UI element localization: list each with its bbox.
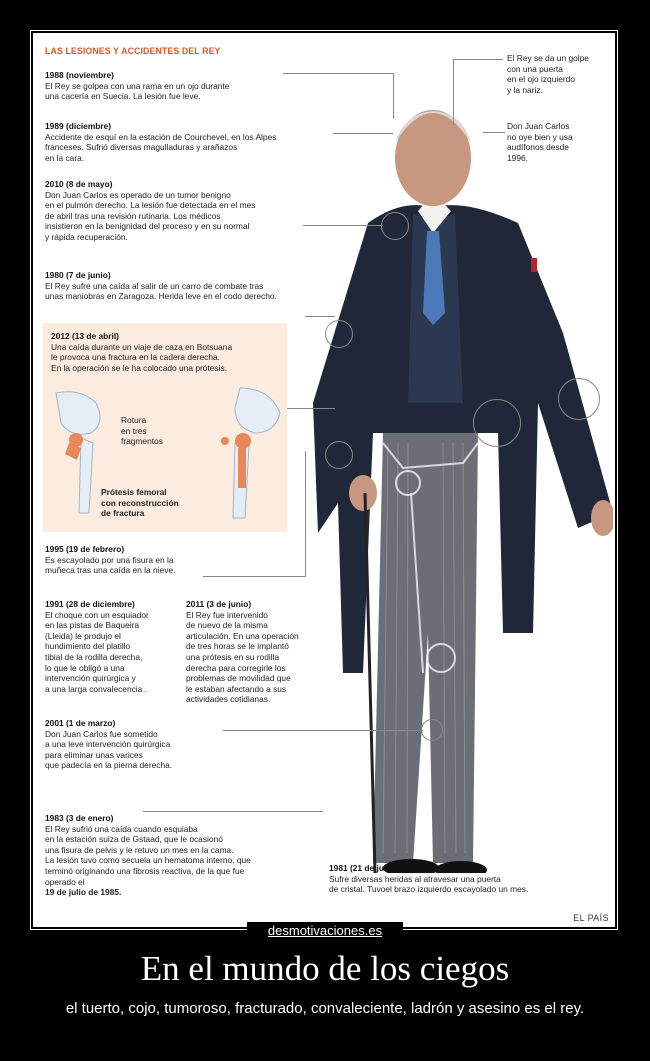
arm-marker — [558, 378, 600, 420]
connector-line — [303, 225, 383, 226]
poster-headline: En el mundo de los ciegos — [140, 949, 510, 988]
connector-line — [393, 73, 394, 119]
connector-line — [223, 730, 423, 731]
poster-subline: el tuerto, cojo, tumoroso, fracturado, convaleciente, ladrón y asesino es el rey. — [65, 1000, 585, 1017]
hip-prosthesis-illustration — [205, 383, 285, 523]
event-1991: 1991 (28 de diciembre) El choque con un esquiador en las pistas de Baqueira (Lleida) le produjo el hundimiento del platillo tibial de la rodilla derecha, lo que le obligó a una intervención quirúrgica y a una larga convalecencia . — [45, 599, 149, 694]
event-2012: 2012 (13 de abril) Una caída durante un viaje de caza en Botsuana le provoca una fractura en la cadera derecha. En la operación se le ha colocado una prótesis. — [51, 331, 233, 373]
watermark-logo[interactable]: desmotivaciones.es — [247, 922, 403, 940]
event-2010: 2010 (8 de mayo) Don Juan Carlos es operado de un tumor benigno en el pulmón derecho. La lesión fue detectada en el mes de abril tras una revisión rutinaria. Los médicos insistieron en la benignidad del proceso y en su normal y rápida recuperación. — [45, 179, 256, 242]
event-1983: 1983 (3 de enero) El Rey sufrió una caída cuando esquiaba en la estación suiza de Gstaad, que le ocasionó una fisura de pelvis y le retuvo un mes en la cama. La lesión tuvo como secuela un hematoma interno, que terminó originando una fibrosis reactiva, de la que fue operado el 19 de julio de 1985. — [45, 813, 251, 898]
event-1989: 1989 (diciembre) Accidente de esquí en la estación de Courchevel, en los Alpes franceses. Sufrió diversas magulladuras y arañazos en la cara. — [45, 121, 277, 163]
poster-frame — [30, 30, 618, 930]
event-2011: 2011 (3 de junio) El Rey fue intervenido de nuevo de la misma articulación. En una operación de tres horas se le implantó una prótesis en su rodilla derecha para corregirle los problemas de movilidad que le estaban afectando a sus actividades cotidianas. — [186, 599, 299, 705]
infographic-panel — [33, 33, 615, 927]
side-note-eye: El Rey se da un golpe con una puerta en el ojo izquierdo y la nariz. — [507, 53, 589, 95]
connector-line — [483, 132, 505, 133]
wrist-marker — [325, 441, 353, 469]
event-1980: 1980 (7 de junio) El Rey sufre una caída al salir de un carro de combate tras unas maniobras en Zaragoza. Herida leve en el codo derecho. — [45, 270, 277, 302]
connector-line — [283, 73, 393, 74]
elbow-marker — [325, 320, 353, 348]
hip-prosthesis-label: Prótesis femoral con reconstrucción de fractura — [101, 487, 179, 519]
connector-line — [305, 451, 306, 577]
side-note-hearing: Don Juan Carlos no oye bien y usa audífonos desde 1996. — [507, 121, 573, 163]
connector-line — [453, 59, 454, 125]
leg-marker — [473, 399, 521, 447]
connector-line — [305, 316, 335, 317]
connector-line — [453, 59, 503, 60]
event-1981: 1981 (21 de junio) Sufre diversas heridas al atravesar una puerta de cristal. Tuvoel brazo izquierdo escayolado un mes. — [329, 863, 529, 895]
connector-line — [333, 133, 393, 134]
infographic-title: LAS LESIONES Y ACCIDENTES DEL REY — [45, 46, 221, 56]
connector-line — [203, 576, 306, 577]
event-1988: 1988 (noviembre) El Rey se golpea con una rama en un ojo durante una cacería en Suecia. La lesión fue leve. — [45, 70, 230, 102]
king-figure — [313, 73, 613, 873]
event-1995: 1995 (19 de febrero) Es escayolado por una fisura en la muñeca tras una caída en la nieve. — [45, 544, 176, 576]
connector-line — [143, 811, 323, 812]
hip-fracture-label: Rotura en tres fragmentos — [121, 415, 163, 447]
source-credit: EL PAÍS — [573, 913, 609, 923]
lung-marker — [381, 212, 409, 240]
vein-marker — [421, 719, 443, 741]
event-2001: 2001 (1 de marzo) Don Juan Carlos fue sometido a una leve intervención quirúrgica para eliminar unas varices que padecía en la pierna derecha. — [45, 718, 173, 771]
connector-line — [287, 408, 335, 409]
